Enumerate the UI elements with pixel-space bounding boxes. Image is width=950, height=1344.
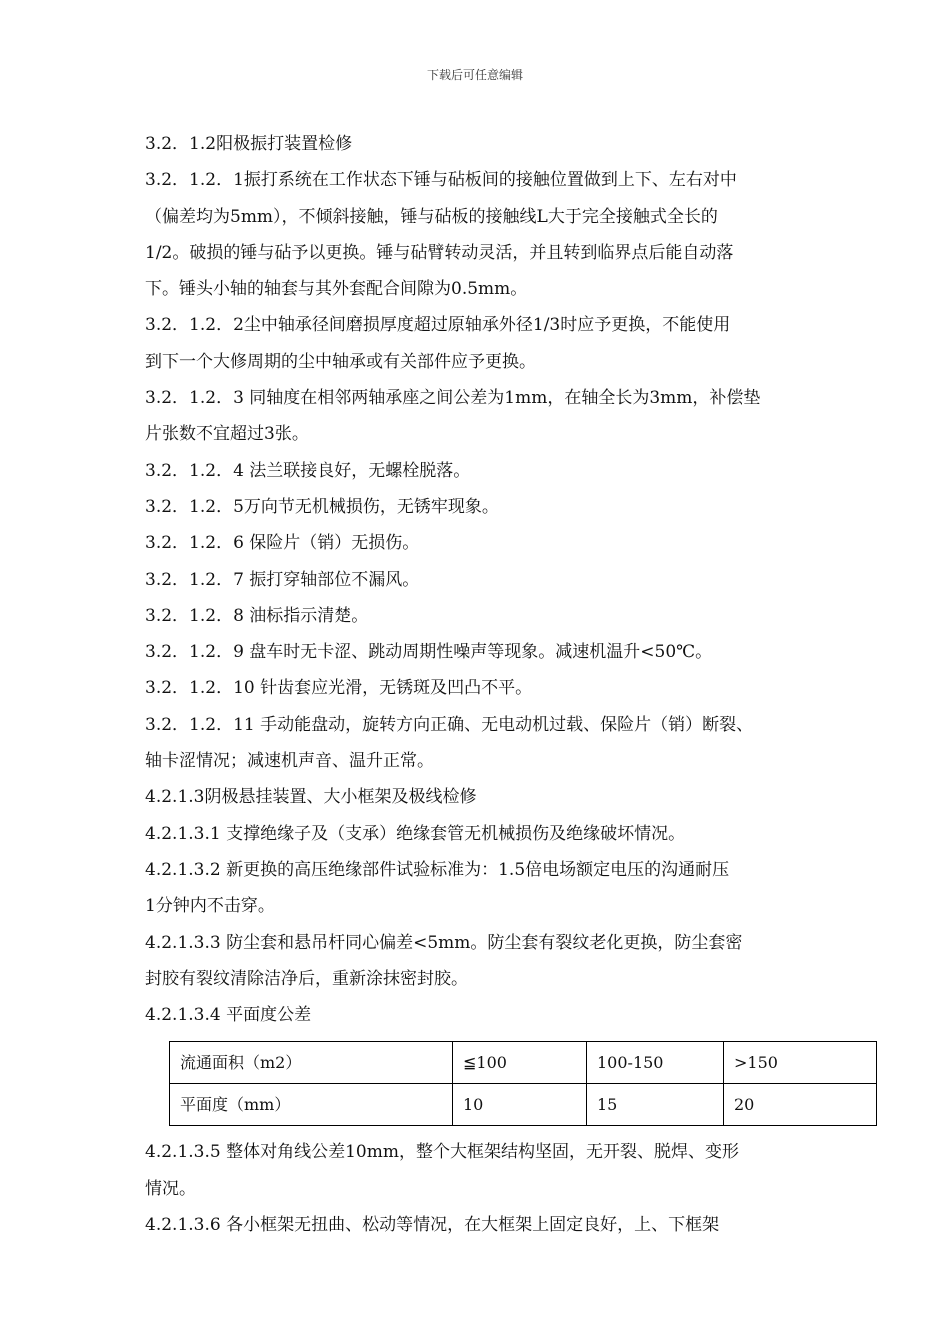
text-line: 3.2．1.2．11 手动能盘动，旋转方向正确、无电动机过载、保险片（销）断裂、 bbox=[145, 714, 754, 735]
text-line: 3.2．1.2．10 针齿套应光滑，无锈斑及凹凸不平。 bbox=[145, 678, 533, 699]
text-line: 3.2．1.2．8 油标指示清楚。 bbox=[145, 605, 369, 626]
document-body bbox=[145, 126, 825, 1243]
text-line: （偏差均为5mm），不倾斜接触，锤与砧板的接触线L大于完全接触式全长的 bbox=[145, 206, 718, 227]
text-line: 到下一个大修周期的尘中轴承或有关部件应予更换。 bbox=[145, 351, 536, 372]
table-cell: 10 bbox=[453, 1084, 587, 1126]
text-line: 1/2。破损的锤与砧予以更换。锤与砧臂转动灵活，并且转到临界点后能自动落 bbox=[145, 242, 734, 263]
text-line: 4.2.1.3.6 各小框架无扭曲、松动等情况，在大框架上固定良好，上、下框架 bbox=[145, 1215, 720, 1236]
text-line: 3.2．1.2．1振打系统在工作状态下锤与砧板间的接触位置做到上下、左右对中 bbox=[145, 170, 737, 191]
text-line: 4.2.1.3.1 支撑绝缘子及（支承）绝缘套管无机械损伤及绝缘破坏情况。 bbox=[145, 823, 686, 844]
text-line: 4.2.1.3.2 新更换的高压绝缘部件试验标准为：1.5倍电场额定电压的沟通耐压 bbox=[145, 859, 730, 880]
text-line: 3.2．1.2．7 振打穿轴部位不漏风。 bbox=[145, 569, 420, 590]
table-cell: 20 bbox=[724, 1084, 877, 1126]
table-cell: ≦100 bbox=[453, 1042, 587, 1084]
table-row bbox=[170, 1084, 877, 1126]
text-line: 4.2.1.3阴极悬挂装置、大小框架及极线检修 bbox=[145, 787, 477, 808]
table-cell: 平面度（mm） bbox=[170, 1084, 453, 1126]
table-cell: 流通面积（m2） bbox=[170, 1042, 453, 1084]
text-line: 4.2.1.3.5 整体对角线公差10mm，整个大框架结构坚固，无开裂、脱焊、变形 bbox=[145, 1142, 739, 1163]
text-line: 情况。 bbox=[145, 1178, 196, 1199]
text-line: 4.2.1.3.4 平面度公差 bbox=[145, 1005, 312, 1026]
text-line: 3.2．1.2阳极振打装置检修 bbox=[145, 134, 353, 154]
text-line: 3.2．1.2．3 同轴度在相邻两轴承座之间公差为1mm，在轴全长为3mm，补偿垫 bbox=[145, 388, 761, 409]
table-cell: 15 bbox=[587, 1084, 724, 1126]
table-cell: 100-150 bbox=[587, 1042, 724, 1084]
text-line: 3.2．1.2．9 盘车时无卡涩、跳动周期性噪声等现象。减速机温升<50℃。 bbox=[145, 642, 713, 663]
page-header: 下载后可任意编辑 bbox=[426, 68, 523, 82]
text-line: 3.2．1.2．6 保险片（销）无损伤。 bbox=[145, 533, 420, 554]
text-line: 3.2．1.2．4 法兰联接良好，无螺栓脱落。 bbox=[145, 460, 471, 481]
text-line: 封胶有裂纹清除洁净后，重新涂抹密封胶。 bbox=[145, 968, 468, 989]
text-line: 轴卡涩情况；减速机声音、温升正常。 bbox=[145, 751, 434, 772]
text-line: 3.2．1.2．2尘中轴承径间磨损厚度超过原轴承外径1/3时应予更换，不能使用 bbox=[145, 315, 731, 336]
flatness-tolerance-table bbox=[169, 1041, 877, 1126]
text-line: 片张数不宜超过3张。 bbox=[145, 424, 309, 445]
text-line: 下。锤头小轴的轴套与其外套配合间隙为0.5mm。 bbox=[145, 279, 528, 300]
text-line: 4.2.1.3.3 防尘套和悬吊杆同心偏差<5mm。防尘套有裂纹老化更换，防尘套密 bbox=[145, 932, 743, 953]
text-line: 1分钟内不击穿。 bbox=[145, 896, 275, 917]
text-line: 3.2．1.2．5万向节无机械损伤，无锈牢现象。 bbox=[145, 496, 499, 517]
table-cell: >150 bbox=[724, 1042, 877, 1084]
table-row bbox=[170, 1042, 877, 1084]
